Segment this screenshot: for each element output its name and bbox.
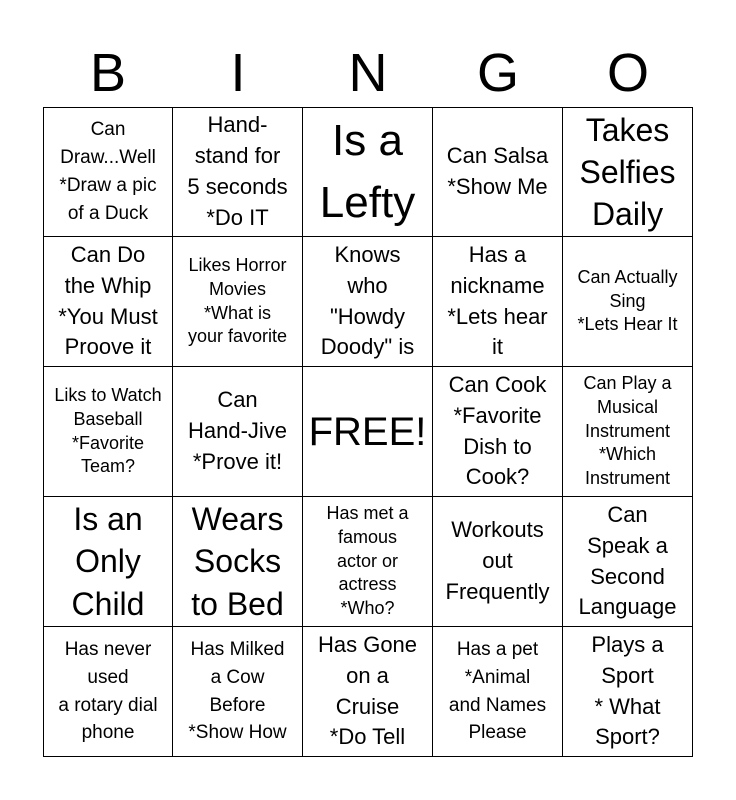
bingo-header [43, 40, 693, 106]
bingo-cell-0-2[interactable] [303, 107, 433, 237]
bingo-cell-4-1[interactable] [173, 627, 303, 757]
cell-text: Has Gone on a Cruise *Do Tell [317, 631, 418, 750]
bingo-cell-2-1[interactable] [173, 367, 303, 497]
cell-text: Has a nickname *Lets hear it [447, 241, 548, 360]
cell-text: Can Salsa *Show Me [446, 143, 549, 199]
cell-text: Liks to Watch Baseball *Favorite Team? [54, 385, 162, 477]
header-letter-o: O [606, 43, 649, 103]
header-letter-g: G [476, 43, 519, 103]
header-letter-b: B [89, 43, 127, 103]
cell-text: Can Speak a Second Language [578, 501, 677, 620]
bingo-cell-3-2[interactable] [303, 497, 433, 627]
bingo-cell-2-3[interactable] [433, 367, 563, 497]
bingo-cell-1-4[interactable] [563, 237, 693, 367]
cell-text: Plays a Sport * What Sport? [591, 631, 664, 750]
bingo-cell-2-4[interactable] [563, 367, 693, 497]
cell-text: Can Draw...Well *Draw a pic of a Duck [59, 119, 157, 224]
cell-text: Can Hand-Jive *Prove it! [187, 387, 288, 474]
cell-text: Workouts out Frequently [445, 517, 550, 604]
cell-text: Has never used a rotary dial phone [58, 638, 158, 744]
cell-text: Can Actually Sing *Lets Hear It [577, 266, 678, 335]
bingo-board [43, 107, 693, 757]
cell-text: Has Milked a Cow Before *Show How [188, 638, 287, 744]
cell-text: Wears Socks to Bed [191, 501, 284, 622]
bingo-cell-3-3[interactable] [433, 497, 563, 627]
cell-text: Has met a famous actor or actress *Who? [326, 503, 409, 619]
bingo-cell-1-1[interactable] [173, 237, 303, 367]
bingo-cell-0-1[interactable] [173, 107, 303, 237]
bingo-cell-4-4[interactable] [563, 627, 693, 757]
cell-text: Knows who "Howdy Doody" is [320, 241, 415, 360]
bingo-cell-0-0[interactable] [43, 107, 173, 237]
bingo-cell-3-4[interactable] [563, 497, 693, 627]
cell-text: Is an Only Child [71, 501, 145, 622]
cell-text: FREE! [308, 409, 427, 454]
cell-text: Can Cook *Favorite Dish to Cook? [448, 371, 547, 490]
bingo-cell-1-0[interactable] [43, 237, 173, 367]
bingo-cell-3-0[interactable] [43, 497, 173, 627]
cell-text: Likes Horror Movies *What is your favorite [187, 255, 288, 347]
bingo-cell-1-2[interactable] [303, 237, 433, 367]
bingo-cell-2-0[interactable] [43, 367, 173, 497]
bingo-cell-2-2-free[interactable] [303, 367, 433, 497]
bingo-cell-0-3[interactable] [433, 107, 563, 237]
bingo-cell-0-4[interactable] [563, 107, 693, 237]
cell-text: Has a pet *Animal and Names Please [448, 638, 547, 744]
cell-text: Takes Selfies Daily [579, 111, 676, 233]
cell-text: Is a Lefty [319, 116, 416, 227]
bingo-cell-4-0[interactable] [43, 627, 173, 757]
cell-text: Can Play a Musical Instrument *Which Instrument [583, 373, 672, 489]
cell-text: Hand- stand for 5 seconds *Do IT [187, 112, 288, 230]
bingo-cell-1-3[interactable] [433, 237, 563, 367]
header-letter-n: N [348, 43, 388, 103]
bingo-cell-4-3[interactable] [433, 627, 563, 757]
cell-text: Can Do the Whip *You Must Proove it [58, 241, 158, 360]
bingo-cell-4-2[interactable] [303, 627, 433, 757]
header-letter-i: I [230, 43, 246, 103]
bingo-cell-3-1[interactable] [173, 497, 303, 627]
